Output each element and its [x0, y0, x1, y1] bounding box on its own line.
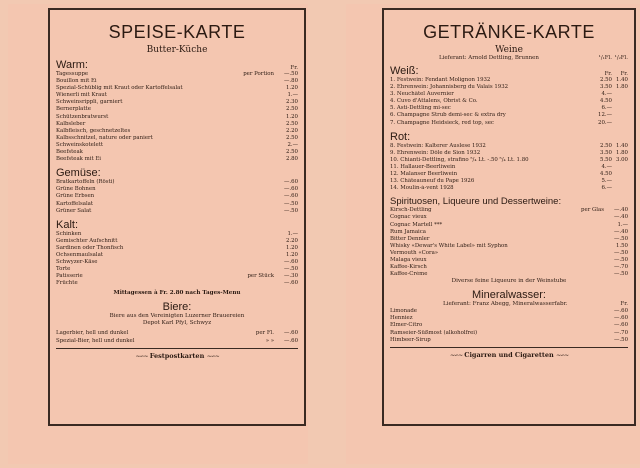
- menu-item-row: [56, 71, 298, 78]
- menu-item-row: [390, 330, 628, 337]
- menu-item-row: [56, 252, 298, 259]
- item-name: Bitter Dennler: [390, 235, 430, 242]
- item-name: Früchte: [56, 280, 78, 287]
- item-price: 1.—: [617, 221, 628, 228]
- spirit-heading: Spirituosen, Liqueure und Dessertweine:: [390, 196, 562, 208]
- biere-note-2: Depot Karl Pfyl, Schwyz: [142, 320, 212, 327]
- wine-price-half: [612, 91, 628, 98]
- item-name: Elmer-Citro: [390, 322, 423, 329]
- item-price: —.60: [284, 337, 298, 344]
- item-name: Spezial-Bier, hell und dunkel: [56, 337, 135, 344]
- kalt-list: [56, 231, 298, 288]
- item-name: Cognac vieux: [390, 214, 427, 221]
- item-price: —.50: [614, 249, 628, 256]
- item-name: Kirsch-Dettling: [390, 207, 432, 214]
- kalt-heading: Kalt:: [56, 218, 79, 231]
- wine-name: 2. Ehrenwein: Johannisberg du Valais 1932: [390, 84, 509, 91]
- mineral-heading: Mineralwasser:: [472, 289, 546, 302]
- item-price: 2.50: [285, 106, 298, 113]
- menu-item-row: [56, 193, 298, 200]
- wine-price-full: 3.50: [599, 84, 612, 91]
- item-measure: [234, 106, 274, 113]
- menu-item-row: [390, 243, 628, 250]
- item-price: —.50: [284, 71, 298, 77]
- wine-price-half: 1.80: [615, 84, 628, 91]
- item-measure: per Fl.: [255, 330, 274, 337]
- item-name: Kalbsschnitzel, nature oder paniert: [56, 134, 153, 141]
- item-price: 2.80: [285, 156, 298, 163]
- warm-col-label: Fr.: [290, 65, 298, 71]
- item-price: 2.50: [285, 134, 298, 141]
- item-name: Grüne Erbsen: [56, 193, 95, 200]
- wine-name: 3. Neuchâtel Auvernier: [390, 91, 454, 98]
- item-measure: [234, 114, 274, 121]
- item-name: Malaga vieux: [390, 256, 427, 263]
- item-name: Whisky «Dewar's White Label» mit Syphon: [390, 242, 508, 249]
- menu-item-row: [56, 186, 298, 193]
- wine-price-half: [612, 178, 628, 185]
- ornament-icon: ∼∽∼: [449, 351, 462, 359]
- item-name: Cognac Martell ***: [390, 221, 443, 228]
- item-measure: [234, 245, 274, 252]
- wine-price-full: 4.—: [601, 163, 612, 170]
- wine-price-full: 6.—: [601, 185, 612, 192]
- menu-item-row: [56, 99, 298, 106]
- gemuese-list: [56, 179, 298, 214]
- menu-note: Mittagessen à Fr. 2.80 nach Tages-Menu: [113, 290, 241, 297]
- item-price: 1.20: [285, 113, 298, 120]
- item-name: Henniez: [390, 315, 413, 322]
- wine-price-half: 1.40: [615, 142, 628, 149]
- wine-row: [390, 112, 628, 119]
- item-price: —.50: [284, 200, 298, 207]
- item-name: Rum Jamaica: [390, 228, 427, 235]
- wine-price-full: 12.—: [598, 112, 612, 119]
- wine-price-full: 4.50: [599, 98, 612, 105]
- wine-price-full: 4.50: [599, 171, 612, 178]
- menu-item-row: [56, 330, 298, 337]
- menu-item-row: [390, 214, 628, 221]
- item-price: —.60: [284, 179, 298, 186]
- mineral-col-label: Fr.: [620, 301, 628, 308]
- speisekarte-footer: [56, 352, 298, 360]
- item-measure: [234, 135, 274, 142]
- col-half-bottle: ¹/₂Fl.: [614, 55, 628, 61]
- wine-name: 11. Hallauer-Beerliwein: [390, 163, 456, 170]
- menu-item-row: [56, 201, 298, 208]
- item-price: 2.20: [285, 237, 298, 244]
- item-price: —.30: [284, 273, 298, 280]
- wine-row: [390, 164, 628, 171]
- biere-note-1: Biere aus den Vereinigten Luzerner Brauereien: [109, 313, 245, 320]
- item-measure: [234, 149, 274, 156]
- item-name: Kalbsleber: [56, 120, 86, 127]
- footer-text: Festpostkarten: [149, 351, 205, 360]
- footer-text: Cigarren und Cigaretten: [464, 350, 554, 359]
- item-name: Bouillon mit Ei: [56, 78, 97, 85]
- item-measure: [234, 142, 274, 149]
- item-price: —.50: [284, 266, 298, 273]
- item-measure: [234, 156, 274, 163]
- item-name: Schweinskotelett: [56, 141, 104, 148]
- item-price: —.40: [614, 228, 628, 235]
- biere-heading: Biere:: [162, 301, 192, 314]
- wine-price-full: 3.50: [599, 149, 612, 156]
- item-price: —.60: [614, 322, 628, 329]
- item-measure: [234, 266, 274, 273]
- wine-row: [390, 91, 628, 98]
- item-name: Ramseier-Süßmost (alkoholfrei): [390, 329, 478, 336]
- menu-item-row: [390, 257, 628, 264]
- item-name: Bratkartoffeln (Rösti): [56, 179, 115, 186]
- getraenkekarte-frame: [382, 8, 636, 426]
- item-name: Sardinen oder Thonfisch: [56, 244, 124, 251]
- wine-row: [390, 143, 628, 150]
- wine-price-half: [612, 164, 628, 171]
- wine-price-half: [612, 105, 628, 112]
- getraenkekarte-title: GETRÄNKE-KARTE: [423, 22, 595, 42]
- item-price: —.50: [284, 207, 298, 214]
- item-price: —.50: [614, 256, 628, 263]
- spirit-note: Diverse feine Liqueure in der Weinstube: [451, 278, 567, 285]
- wine-name: 1. Festwein: Fendant Molignon 1932: [390, 77, 491, 83]
- menu-item-row: [56, 149, 298, 156]
- item-name: Ochsenmaulsalat: [56, 251, 103, 258]
- item-price: —.40: [614, 207, 628, 214]
- menu-item-row: [390, 322, 628, 329]
- wine-name: 7. Champagne Heidsieck, red top, sec: [390, 119, 494, 126]
- menu-item-row: [56, 121, 298, 128]
- item-name: Spezial-Schüblig mit Kraut oder Kartoffelsalat: [56, 85, 183, 92]
- item-price: 2.20: [285, 127, 298, 134]
- right-page: [346, 4, 640, 464]
- menu-item-row: [390, 271, 628, 278]
- item-measure: [564, 257, 604, 264]
- divider: [390, 347, 628, 348]
- item-name: Grüne Bohnen: [56, 186, 96, 193]
- wine-row: [390, 120, 628, 127]
- wine-row: [390, 185, 628, 192]
- menu-item-row: [56, 179, 298, 186]
- spirit-list: [390, 207, 628, 278]
- item-name: Beefsteak mit Ei: [56, 156, 102, 163]
- item-name: Kaffee-Kirsch: [390, 264, 427, 271]
- menu-item-row: [56, 128, 298, 135]
- item-price: —.60: [284, 330, 298, 337]
- item-measure: » »: [265, 337, 274, 344]
- item-price: —.60: [284, 193, 298, 200]
- wine-name: 4. Cuvo d'Attalens, Obrist & Co.: [390, 98, 478, 105]
- item-measure: per Portion: [243, 71, 274, 77]
- item-measure: [234, 252, 274, 259]
- menu-item-row: [56, 280, 298, 287]
- item-price: —.50: [614, 336, 628, 343]
- menu-item-row: [390, 222, 628, 229]
- speisekarte-frame: [48, 8, 306, 426]
- wine-price-half: [612, 120, 628, 127]
- menu-item-row: [56, 208, 298, 215]
- rot-heading: Rot:: [390, 130, 411, 143]
- biere-list: [56, 330, 298, 344]
- menu-item-row: [390, 315, 628, 322]
- item-price: 1.—: [287, 92, 298, 99]
- wine-columns: [588, 55, 628, 61]
- item-measure: [234, 231, 274, 238]
- menu-item-row: [390, 250, 628, 257]
- item-measure: [234, 92, 274, 99]
- left-page: [8, 4, 308, 464]
- item-measure: per Stück: [247, 273, 274, 280]
- wine-name: 12. Malanser Beerliwein: [390, 171, 458, 178]
- menu-item-row: [56, 259, 298, 266]
- wine-row: [390, 178, 628, 185]
- menu-item-row: [390, 236, 628, 243]
- col-full-bottle: ¹/₁Fl.: [598, 55, 612, 61]
- weiss-heading: Weiß:: [390, 65, 419, 77]
- item-measure: [234, 238, 274, 245]
- item-price: 2.50: [285, 120, 298, 127]
- menu-item-row: [56, 135, 298, 142]
- mineral-list: [390, 308, 628, 343]
- menu-item-row: [56, 238, 298, 245]
- item-price: —.80: [284, 78, 298, 85]
- wine-row: [390, 150, 628, 157]
- ornament-icon: ∼∽∼: [135, 352, 148, 360]
- wine-price-half: 3.00: [615, 156, 628, 163]
- wine-row: [390, 105, 628, 112]
- item-name: Bernerplatte: [56, 106, 91, 113]
- item-price: 1.—: [287, 230, 298, 237]
- divider: [56, 348, 298, 349]
- menu-item-row: [390, 264, 628, 271]
- item-price: 1.20: [285, 85, 298, 92]
- menu-item-row: [56, 114, 298, 121]
- wine-price-full: 4.—: [601, 91, 612, 98]
- wine-name: 8. Festwein: Kalterer Auslese 1932: [390, 142, 486, 149]
- item-measure: [564, 214, 604, 221]
- wine-price-full: 20.—: [598, 119, 612, 126]
- item-name: Limonade: [390, 308, 417, 315]
- weiss-list: [390, 77, 628, 127]
- menu-item-row: [56, 338, 298, 345]
- item-name: Gemischter Aufschnitt: [56, 237, 118, 244]
- menu-item-row: [56, 231, 298, 238]
- wine-price-full: 5.50: [599, 156, 612, 163]
- item-price: —.60: [284, 259, 298, 266]
- wine-price-full: 5.—: [601, 178, 612, 185]
- item-name: Schweinsrippli, garniert: [56, 99, 123, 106]
- item-name: Kalbfleisch, geschnetzeltes: [56, 127, 131, 134]
- wine-row: [390, 77, 628, 84]
- item-measure: [564, 264, 604, 271]
- getraenkekarte-subtitle: Weine: [495, 45, 523, 55]
- menu-item-row: [390, 207, 628, 214]
- item-measure: [234, 121, 274, 128]
- menu-item-row: [56, 156, 298, 163]
- item-name: Lagerbier, hell und dunkel: [56, 330, 129, 337]
- item-name: Grüner Salat: [56, 207, 92, 214]
- item-measure: [564, 271, 604, 278]
- item-price: —.60: [284, 186, 298, 193]
- gemuese-heading: Gemüse:: [56, 167, 101, 180]
- item-measure: [564, 229, 604, 236]
- item-measure: [564, 243, 604, 250]
- menu-item-row: [56, 78, 298, 85]
- menu-item-row: [390, 308, 628, 315]
- item-name: Schwyzer-Käse: [56, 259, 98, 266]
- item-price: —.60: [284, 280, 298, 287]
- item-price: —.70: [614, 329, 628, 336]
- mineral-supplier: Lieferant: Franz Abegg, Mineralwasserfabr.: [442, 301, 568, 308]
- item-measure: [234, 99, 274, 106]
- rot-list: [390, 143, 628, 193]
- wine-row: [390, 84, 628, 91]
- wine-price-half: 1.40: [615, 77, 628, 83]
- item-measure: [234, 85, 274, 92]
- item-measure: [564, 222, 604, 229]
- item-name: Patisserie: [56, 273, 83, 280]
- wine-price-full: 2.50: [599, 77, 612, 83]
- item-measure: [564, 250, 604, 257]
- wine-name: 14. Moulin-à-vent 1928: [390, 185, 454, 192]
- warm-list: [56, 71, 298, 163]
- speisekarte-title: SPEISE-KARTE: [108, 22, 246, 42]
- wine-price-half: [612, 98, 628, 105]
- item-price: 2.50: [285, 149, 298, 156]
- ornament-icon: ∼∽∼: [206, 352, 219, 360]
- item-measure: [234, 78, 274, 85]
- ornament-icon: ∼∽∼: [556, 351, 569, 359]
- wine-price-half: 1.80: [615, 149, 628, 156]
- item-price: —.60: [614, 308, 628, 315]
- item-name: Tagessuppe: [56, 71, 89, 77]
- item-name: Schinken: [56, 230, 82, 237]
- menu-item-row: [56, 92, 298, 99]
- item-price: —.40: [614, 214, 628, 221]
- item-name: Kartoffelsalat: [56, 200, 94, 207]
- item-price: 1.20: [285, 251, 298, 258]
- wine-price-half: [612, 171, 628, 178]
- item-price: —.70: [614, 264, 628, 271]
- item-name: Schützenbratwurst: [56, 113, 109, 120]
- menu-item-row: [56, 85, 298, 92]
- item-name: Kaffee-Crème: [390, 271, 428, 278]
- wine-name: 9. Ehrenwein: Dôle de Sion 1932: [390, 149, 481, 156]
- wine-name: 13. Châteauneuf du Pape 1926: [390, 178, 475, 185]
- item-measure: [234, 128, 274, 135]
- wine-row: [390, 157, 628, 164]
- item-price: —.60: [614, 315, 628, 322]
- menu-item-row: [56, 245, 298, 252]
- wine-supplier: Lieferant: Arnold Dettling, Brunnen: [439, 55, 539, 61]
- item-price: 2.—: [287, 141, 298, 148]
- item-price: 1.20: [285, 244, 298, 251]
- wine-price-full: 6.—: [601, 105, 612, 112]
- item-measure: per Glas: [581, 207, 604, 214]
- wine-row: [390, 98, 628, 105]
- item-name: Wienerli mit Kraut: [56, 92, 107, 99]
- item-price: 2.30: [285, 99, 298, 106]
- col-unit-full: Fr.: [604, 71, 612, 77]
- getraenkekarte-footer: [390, 351, 628, 359]
- speisekarte-subtitle: Butter-Küche: [146, 45, 208, 55]
- wine-name: 6. Champagne Strub demi-sec & extra dry: [390, 112, 506, 119]
- wine-price-full: 2.50: [599, 142, 612, 149]
- wine-price-half: [612, 185, 628, 192]
- menu-item-row: [56, 142, 298, 149]
- item-measure: [564, 236, 604, 243]
- item-measure: [234, 280, 274, 287]
- wine-price-half: [612, 112, 628, 119]
- item-name: Beefsteak: [56, 149, 83, 156]
- item-name: Himbeer-Sirup: [390, 336, 431, 343]
- item-name: Torte: [56, 266, 71, 273]
- menu-item-row: [56, 273, 298, 280]
- item-price: 1.50: [615, 242, 628, 249]
- menu-item-row: [390, 337, 628, 344]
- menu-item-row: [56, 266, 298, 273]
- item-measure: [234, 259, 274, 266]
- item-price: —.50: [614, 235, 628, 242]
- item-name: Vermouth «Cora»: [390, 249, 439, 256]
- wine-row: [390, 171, 628, 178]
- wine-name: 10. Chianti-Dettling, strafino ⁵/₄ Lt. -.50 ⁵/₄ Lt. 1.80: [390, 156, 529, 163]
- col-unit-half: Fr.: [620, 71, 628, 77]
- wine-name: 5. Asti-Dettling mi-sec: [390, 105, 451, 112]
- menu-item-row: [390, 229, 628, 236]
- warm-heading: Warm:: [56, 59, 88, 71]
- item-price: —.50: [614, 271, 628, 278]
- menu-item-row: [56, 106, 298, 113]
